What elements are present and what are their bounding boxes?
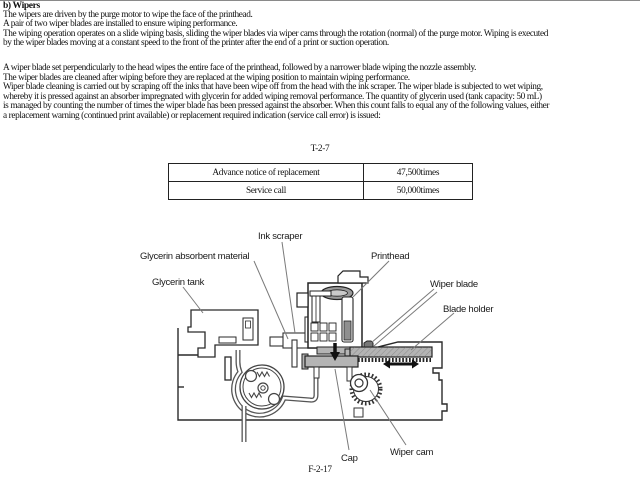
figure-label-printhead: Printhead	[371, 251, 410, 262]
figure-label-glycerin-tank: Glycerin tank	[152, 277, 205, 288]
text-line: The wiping operation operates on a slide wiping basis, sliding the wiper blades via wiper cams through the rotation (normal) of the purge motor. Wiping is executed	[3, 28, 548, 39]
text-line: A wiper blade set perpendicularly to the head wipes the entire face of the printhead, followed by a narrower blade wiping the nozzle assembly.	[3, 63, 477, 73]
section-heading: b) Wipers	[3, 0, 40, 11]
text-line: by the wiper blades moving at a constant speed to the front of the printer after the end of a print or suction operation.	[3, 38, 389, 49]
table-cell-label: Advance notice of replacement	[169, 164, 364, 182]
glycerin-tank-shape	[188, 310, 258, 380]
figure-label-wiper-cam: Wiper cam	[390, 447, 434, 458]
table-cell-value: 50,000times	[364, 182, 473, 200]
cap-shape	[302, 354, 358, 381]
pump-wheel	[240, 365, 284, 409]
text-line: Wiper blade cleaning is carried out by scraping off the inks that have been wipe off from the head with the ink scraper. The wiper blade is subjected to wet wiping,	[3, 82, 543, 93]
figure-label-cap: Cap	[341, 453, 358, 464]
text-line: whereby it is pressed against an absorber impregnated with glycerin for added wiping removal performance. The quantity of glycerin used (tank capacity: 50 mL)	[3, 91, 542, 102]
table-cell-label: Service call	[169, 182, 364, 200]
figure-caption: F-2-17	[308, 465, 332, 475]
wiper-cam-gear	[351, 375, 381, 418]
printhead-shape	[297, 271, 368, 348]
figure-label-blade-holder: Blade holder	[443, 304, 494, 315]
text-line: A pair of two wiper blades are installed to ensure wiping performance.	[3, 19, 238, 30]
slide-arrow	[383, 360, 419, 369]
text-line: The wiper blades are cleaned after wiping before they are replaced at the wiping position to maintain wiping performance.	[3, 72, 410, 83]
text-line: a replacement warning (continued print available) or replacement required indication (service call error) is issued:	[3, 110, 381, 121]
figure-label-absorbent-material: Glycerin absorbent material	[140, 251, 250, 262]
figure-label-wiper-blade: Wiper blade	[430, 279, 478, 290]
text-line: The wipers are driven by the purge motor to wipe the face of the printhead.	[3, 9, 253, 20]
text-line: is managed by counting the number of times the wiper blade has been pressed against the absorber. When this count falls to equal any of the following values, either	[3, 101, 550, 112]
figure-label-ink-scraper: Ink scraper	[258, 231, 303, 242]
table-cell-value: 47,500times	[364, 164, 473, 182]
table-caption: T-2-7	[310, 144, 330, 154]
